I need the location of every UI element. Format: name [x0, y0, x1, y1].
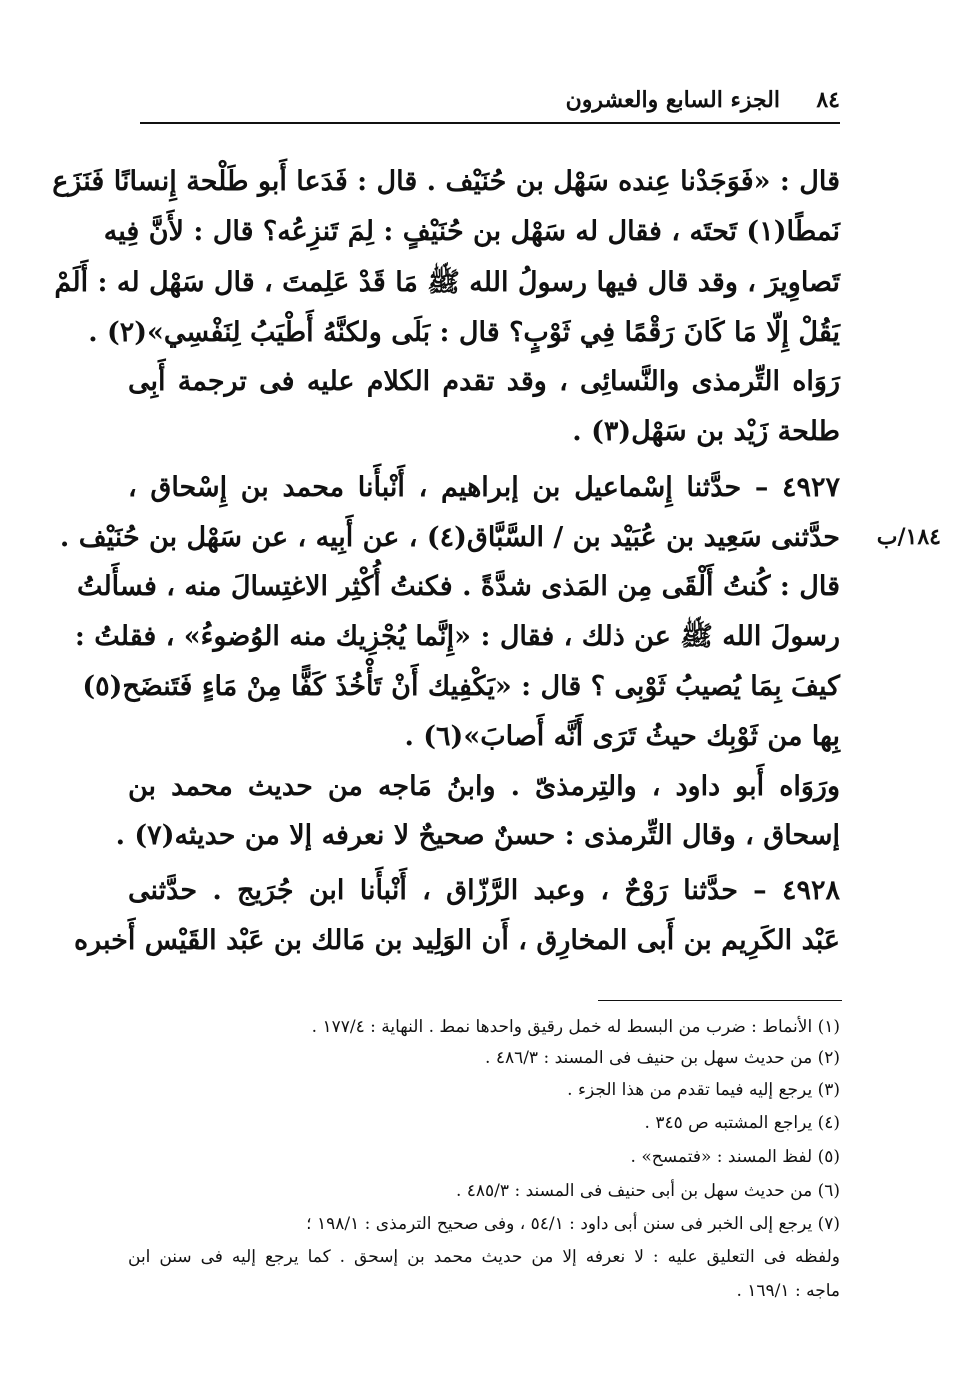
page-number: ٨٤ [816, 87, 840, 113]
body-line: رسولَ الله ﷺ عن ذلك ، فقال : «إِنَّما يُجْزِيك منه الوُضوءُ» ، فقلتُ : [74, 621, 840, 652]
footnote: (٣) يرجع إليه فيما تقدم من هذا الجزء . [567, 1080, 840, 1100]
running-title: الجزء السابع والعشرون [565, 87, 780, 113]
body-line: حدَّثنى سَعِيد بن عُبَيْد بن / السَّبَّاق(٤) ، عن أَبِيه ، عن سَهْل بن حُنَيْف . [59, 522, 840, 553]
page-header [140, 80, 840, 120]
body-line: عَبْد الكَرِيم بن أَبى المخارِق ، أَن الوَلِيد بن مَالك بن عَبْد القَيْس أَخبره [73, 925, 840, 956]
margin-folio-note: ١٨٤/ب [876, 524, 941, 550]
footnote: (١) الأنماط : ضرب من البسط له خمل رقيق واحدها نمط . النهاية : ١٧٧/٤ . [311, 1017, 840, 1037]
body-line: يَقُلْ إِلّا مَا كَانَ رَقْمًا فِي ثَوْبٍ؟ قال : بَلَى ولكنَّهُ أَطْيَبُ لِنَفْسِي»(٢) . [88, 317, 840, 348]
body-line: ورَوَاه أَبو داود ، والتِرمذىّ . وابنُ مَاجه من حديث محمد بن [128, 771, 840, 802]
body-line: بِها من ثَوْبِك حيثُ تَرَى أَنَّه أَصابَ»(٦) . [404, 721, 840, 752]
header-rule [140, 122, 840, 124]
footnote: (٤) يراجع المشتبه ص ٣٤٥ . [644, 1113, 840, 1133]
body-line: ٤٩٢٧ – حدَّثنا إِسْماعيل بن إبراهيم ، أَنْبأَنا محمد بن إِسْحاق ، [128, 472, 840, 503]
body-line: قال : كُنتُ أَلْقَى مِن المَذى شدَّةً . فكنتُ أُكْثِر الاغتِسالَ منه ، فسأَلتُ [76, 571, 840, 602]
footnote: ماجه : ١٦٩/١ . [736, 1281, 840, 1301]
body-line: طلحة زَيْد بن سَهْل(٣) . [572, 416, 840, 447]
footnote: (٧) يرجع إلى الخبر فى سنن أبى داود : ٥٤/١ ، وفى صحيح الترمذى : ١٩٨/١ ؛ [306, 1214, 840, 1234]
footnote: (٥) لفظ المسند : «فتمسح» . [630, 1147, 840, 1167]
body-line: قال : «فَوَجَدْنا عِنده سَهْل بن حُنَيْف . قال : فَدَعا أَبو طَلْحة إِنسانًا فَنَزَع [52, 166, 840, 197]
footnote-separator [598, 1000, 842, 1001]
footnote: ولفظه فى التعليق عليه : لا نعرفه إلا من حديث محمد بن إسحق . كما يرجع إليه فى سنن ابن [128, 1247, 840, 1267]
footnote: (٢) من حديث سهل بن حنيف فى المسند : ٤٨٦/٣ . [485, 1048, 840, 1068]
footnote: (٦) من حديث سهل بن أبى حنيف فى المسند : ٤٨٥/٣ . [455, 1181, 840, 1201]
body-line: إسحاق ، وقال التِّرمذى : حسنٌ صحيحٌ لا نعرفه إلا من حديثه(٧) . [115, 820, 840, 851]
body-line: ٤٩٢٨ – حدَّثنا رَوْحٌ ، وعبد الرَّزّاق ، أَنْبأَنا ابن جُرَيج . حدَّثنى [128, 875, 840, 906]
body-line: كيفَ بِمَا يُصيبُ ثَوْبِى ؟ قال : «يَكْفِيك أَنْ تَأْخُذَ كَفًّا مِنْ مَاءٍ فَتَنضَح(٥) [82, 671, 840, 702]
body-line: رَوَاه التِّرمذى والنَّسائِى ، وقد تقدم الكلام عليه فى ترجمة أَبِى [128, 366, 840, 397]
body-line: نَمطًا(١) تَحتَه ، فقال له سَهْل بن حُنَيْفٍ : لِمَ تَنزِعُه؟ قال : لأَنَّ فِيه [103, 216, 840, 247]
body-line: تَصاوِيرَ ، وقد قال فيها رسولُ الله ﷺ مَا قَدْ عَلِمتَ ، قال سَهْل له : أَلَمْ [54, 267, 840, 298]
